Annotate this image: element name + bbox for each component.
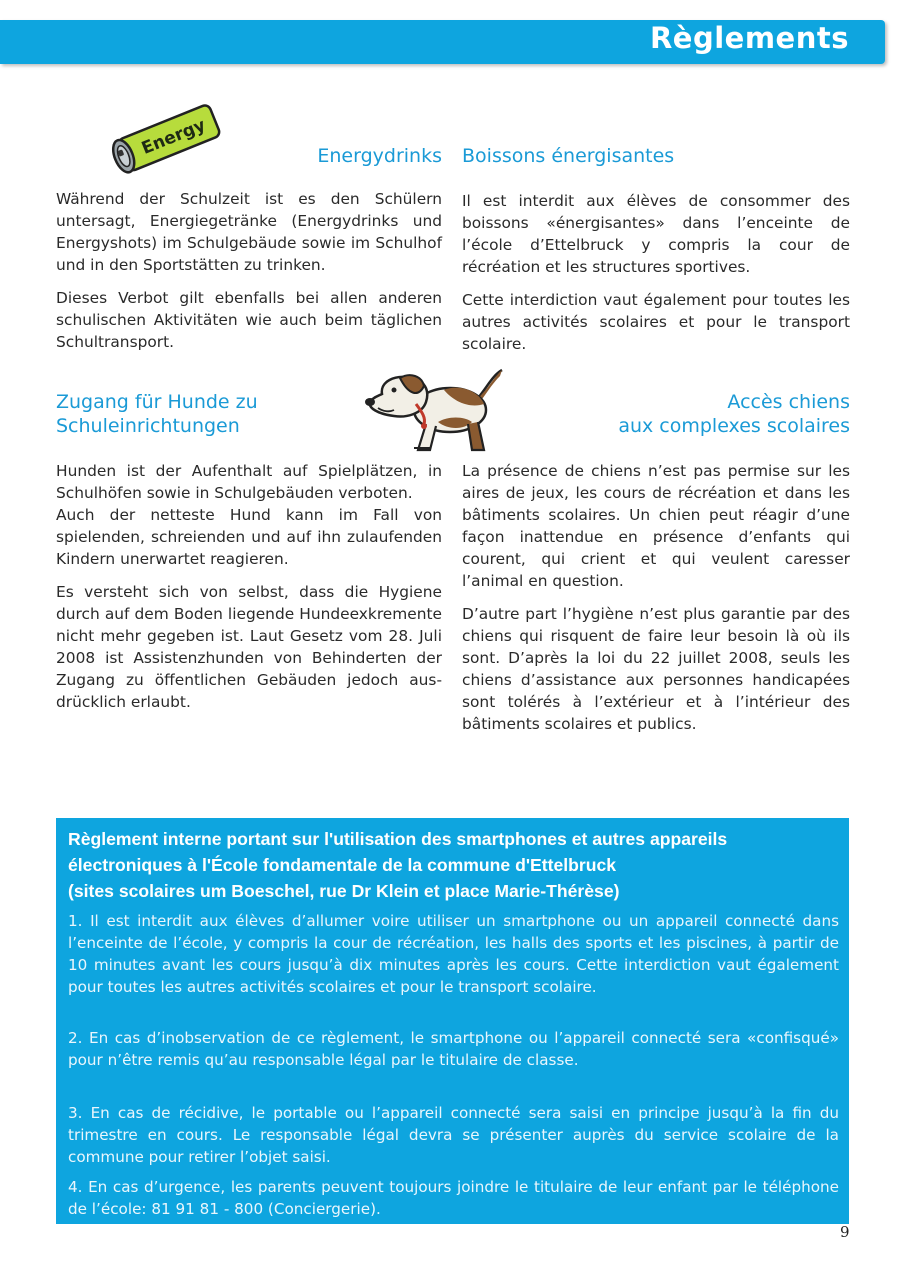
dogs-text-fr <box>462 460 850 746</box>
smartphone-rule-1: 1. Il est interdit aux élèves d’allumer voire utiliser un smartphone ou un appareil connecté dans l’enceinte de l’école, y compris la cour de récréation, les halls des sports et les piscines, à partir de 10 minutes avant les cours jusqu’à dix minutes après les cours. Cette interdiction vaut également pour toutes les autres activités scolaires et pour le transport scolaire. <box>68 912 839 996</box>
smartphone-rule-3: 3. En cas de récidive, le portable ou l’appareil connecté sera saisi en principe jusqu’à la fin du trimestre en cours. Le responsable légal devra se présenter auprès du service scolaire de la commune pour retirer l’objet saisi. <box>68 1104 839 1166</box>
chiens-heading <box>580 390 850 438</box>
dogs-paragraph-de-1 <box>56 460 442 570</box>
energy-paragraph-fr-2: Cette interdiction vaut également pour toutes les autres activités scolaires et pour le transport scolaire. <box>462 291 850 353</box>
energy-can-label: Energy <box>138 115 209 159</box>
energydrinks-heading: Energydrinks <box>317 145 442 167</box>
smartphone-rules-title-line-3: (sites scolaires um Boeschel, rue Dr Klein et place Marie-Thérèse) <box>68 881 620 901</box>
boissons-energisantes-heading: Boissons énergisantes <box>462 145 675 167</box>
smartphone-rule-4: 4. En cas d’urgence, les parents peuvent toujours joindre le titulaire de leur enfant par le téléphone de l’école: 81 91 81 - 800 (Conciergerie). <box>68 1178 839 1218</box>
page-title: Règlements <box>649 21 849 55</box>
energy-text-de <box>56 188 442 364</box>
dogs-paragraph-de-1a: Hunden ist der Aufenthalt auf Spielplätzen, in Schulhöfen sowie in Schulgebäuden verboten. <box>56 462 442 502</box>
page-number: 9 <box>840 1223 850 1241</box>
dogs-paragraph-fr-1: La présence de chiens n’est pas permise sur les aires de jeux, les cours de récréation et dans les bâtiments scolaires. Un chien peut réagir d’une façon inattendue en présence d’enfants qui courent, qui crient et qui veulent caresser l’animal en question. <box>462 462 850 590</box>
smartphone-rule-2: 2. En cas d’inobservation de ce règlement, le smartphone ou l’appareil connecté sera «confisqué» pour n’être remis qu’au responsable légal par le titulaire de classe. <box>68 1029 839 1069</box>
dogs-paragraph-de-1b: Auch der netteste Hund kann im Fall von spielenden, schreienden und auf ihn zulaufenden Kindern unerwartet reagieren. <box>56 506 442 568</box>
smartphone-rules-title <box>68 826 840 904</box>
hunde-heading <box>56 390 316 438</box>
hunde-heading-line-2: Schuleinrichtungen <box>56 415 240 437</box>
hunde-heading-line-1: Zugang für Hunde zu <box>56 391 258 413</box>
energy-paragraph-de-2: Dieses Verbot gilt ebenfalls bei allen anderen schulischen Aktivitäten wie auch beim täglichen Schultransport. <box>56 289 442 351</box>
dogs-paragraph-de-2: Es versteht sich von selbst, dass die Hygiene durch auf dem Boden liegende Hundeexkremente nicht mehr gegeben ist. Laut Gesetz vom 28. Juli 2008 ist Assistenzhunden von Behinderten der Zugang zu öffentlichen Gebäuden jedoch ausdrücklich erlaubt. <box>56 583 442 711</box>
smartphone-rules-title-line-1: Règlement interne portant sur l'utilisation des smartphones et autres appareils <box>68 829 728 849</box>
dog-illustration <box>360 364 510 456</box>
smartphone-rules-box <box>56 818 849 1224</box>
header-bar <box>0 20 885 64</box>
dogs-text-de <box>56 460 442 724</box>
chiens-heading-line-1: Accès chiens <box>727 391 850 413</box>
energy-paragraph-fr-1: Il est interdit aux élèves de consommer des boissons «énergisantes» dans l’enceinte de l’école d’Ettelbruck y compris la cour de récréation et les structures sportives. <box>462 192 850 276</box>
chiens-heading-line-2: aux complexes scolaires <box>618 415 850 437</box>
smartphone-rules-title-line-2: électroniques à l'École fondamentale de la commune d'Ettelbruck <box>68 855 617 875</box>
dogs-paragraph-fr-2: D’autre part l’hygiène n’est plus garantie par des chiens qui risquent de faire leur besoin là où ils sont. D’après la loi du 22 juillet 2008, seuls les chiens d’assistance aux personnes handicapées sont tolérés à l’extérieur et à l’intérieur des bâtiments scolaires et publics. <box>462 605 850 733</box>
energy-text-fr <box>462 190 850 366</box>
energy-paragraph-de-1: Während der Schulzeit ist es den Schülern untersagt, Energiegetränke (Energydrinks und Energyshots) im Schulgebäude sowie im Schulhof und in den Sportstätten zu trinken. <box>56 190 442 274</box>
